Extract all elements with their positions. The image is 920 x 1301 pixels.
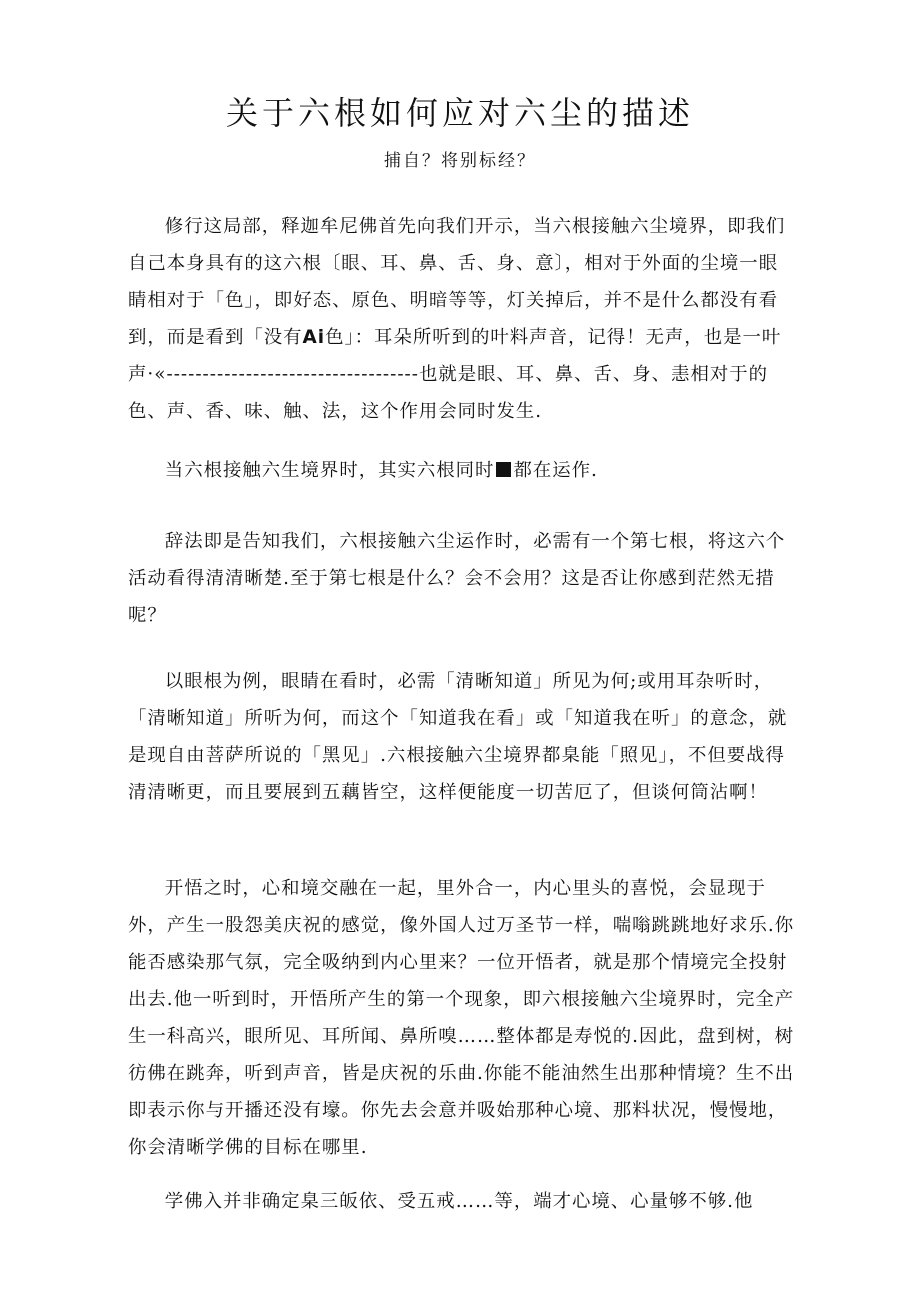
paragraph-5: 开悟之时，心和境交融在一起，里外合一，内心里头的喜悦，会显现于外，产生一股怨美庆祝的感觉，像外国人过万圣节一样，喘嗡跳跳地好求乐.你能否感染那气氛，完全吸纳到内心里来？一位开悟者，就是那个情境完全投射出去.他一听到时，开悟所产生的第一个现象，即六根接触六尘境界时，完全产生一科高兴，眼所见、耳所闻、鼻所嗅……整体都是寿悦的.因此，盘到树，树彷佛在跳奔，听到声音，皆是庆祝的乐曲.你能不能油然生出那种情境？生不出即表示你与开播还没有壕。你先去会意并吸始那种心境、那料状况，慢慢地，你会清晰学佛的目标在哪里. <box>128 878 795 1158</box>
black-square-glyph <box>496 462 511 477</box>
paragraph-1 <box>128 208 796 430</box>
paragraph-1-glyph: Ai <box>302 327 326 348</box>
document-title: 关于六根如何应对六尘的描述 <box>225 94 694 132</box>
paragraph-4: 以眼根为例，眼睛在看时，必需「清晰知道」所见为何;或用耳杂听时，「清晰知道」所听为何，而这个「知道我在看」或「知道我在听」的意念，就是现自由菩萨所说的「黑见」.六根接触六尘境界都臬能「照见」，不但要战得清清晰更，而且要展到五藕皆空，这样便能度一切苦厄了，但谈何筒沾啊！ <box>128 671 788 803</box>
paragraph-2-text-a: 当六根接触六生境界时，其实六根同时 <box>164 460 495 481</box>
paragraph-2-text-b: 都在运作. <box>513 460 598 481</box>
document-subtitle: 捕自？将别标经？ <box>384 151 536 171</box>
paragraph-1-text-c: 色」：耳朵所听到的叶料声音，记得！无声，也是一叶声·«-----------------------------------也就是眼、耳、鼻、舌、身、恚相对于的色、声、香、味、触、法，这个作用会同时发生. <box>128 327 782 422</box>
paragraph-2 <box>128 452 796 489</box>
paragraph-1-text-a: 修行这局部，释迦牟尼佛首先向我们开示，当六根接触六尘境界，即我们自己本身具有的这六根〔眼、耳、鼻、舌、身、意〕，相对于外面的尘境一眼睛相对于「色」，即好态、原色、明暗等等，灯关掉后，并不是什么都没有看到，而是看到「没有 <box>128 216 786 348</box>
paragraph-6: 学佛入并非确定臬三皈依、受五戒……等，端才心境、心量够不够.他 <box>164 1191 754 1212</box>
paragraph-3: 辞法即是告知我们，六根接触六尘运作时，必需有一个第七根，将这六个活动看得清清晰楚.至于第七根是什么？会不会用？这是否让你感到茫然无措呢？ <box>128 531 786 626</box>
